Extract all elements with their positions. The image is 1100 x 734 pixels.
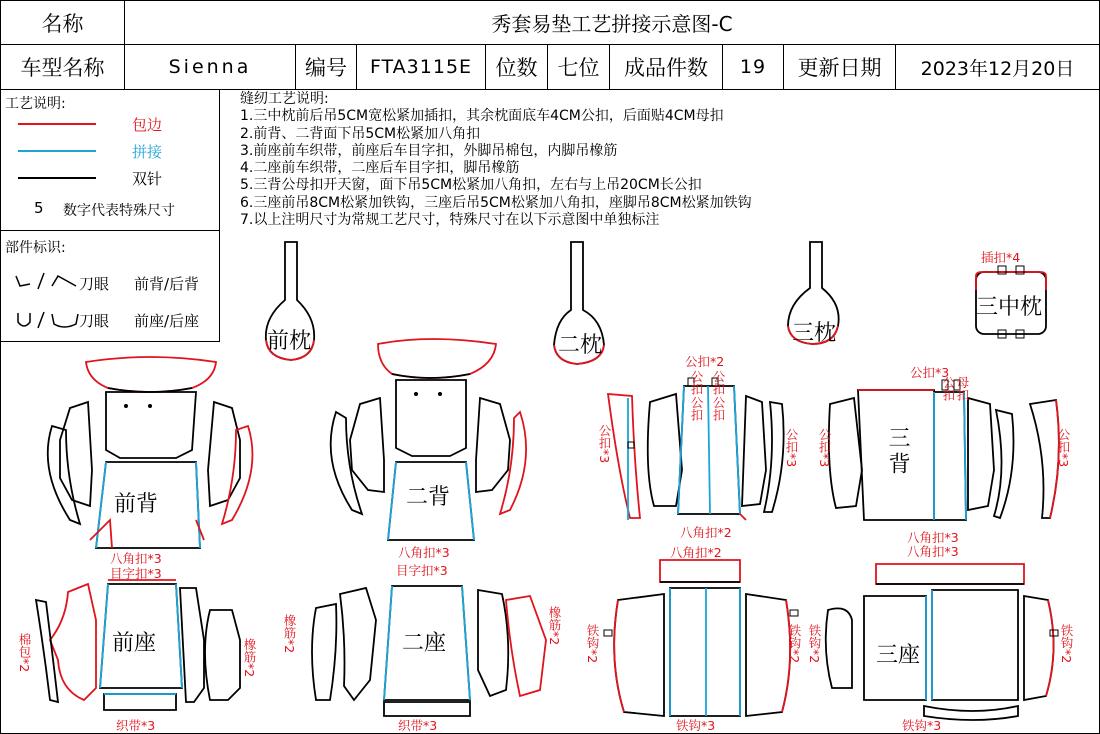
parts-id-title: 部件标识: — [5, 240, 66, 256]
legend-title: 工艺说明: — [5, 96, 66, 112]
parts-id-row1-marks: 刀眼 — [79, 275, 110, 293]
annotation-octagon-buckle: 八角扣*3 — [110, 551, 162, 566]
annotation-female-buckle: 母扣 — [955, 376, 970, 401]
annotation-male-buckle: 公扣 — [711, 396, 726, 421]
date-value: 2023年12月20日 — [920, 57, 1075, 80]
annotation-insert-buckle: 插扣*4 — [981, 250, 1021, 265]
sewing-notes-title: 缝纫工艺说明: — [240, 91, 329, 107]
annotation-male-buckle: 公扣 — [689, 370, 704, 395]
annotation-male-buckle-left: 公扣*3 — [597, 424, 612, 464]
annotation-elastic: 橡筋*2 — [282, 614, 297, 654]
annotation-eye-buckle: 目字扣*3 — [110, 566, 162, 581]
annotation-iron-hook: 铁钩*2 — [807, 624, 822, 664]
legend-join-label: 拼接 — [132, 143, 163, 161]
third-pillow-label: 三枕 — [792, 321, 837, 346]
annotation-octagon-buckle: 八角扣*2 — [670, 545, 722, 560]
pieces-value: 19 — [739, 56, 767, 78]
legend-edge-label: 包边 — [132, 116, 163, 134]
annotation-iron-hook: 铁钩*3 — [676, 718, 716, 733]
sewing-note-line: 3.前座前车织带，前座后车目字扣，外脚吊棉包，内脚吊橡筋 — [240, 142, 618, 159]
sewing-note-line: 1.三中枕前后吊5CM宽松紧加插扣，其余枕面底车4CM公扣，后面贴4CM母扣 — [240, 108, 724, 125]
annotation-male-buckle: 公扣*2 — [685, 354, 725, 369]
annotation-male-buckle: 公扣 — [711, 370, 726, 395]
seats-label: 位数 — [495, 56, 538, 80]
annotation-octagon-buckle: 八角扣*3 — [907, 530, 959, 545]
annotation-webbing: 织带*3 — [398, 718, 438, 733]
annotation-male-buckle: 公扣*3 — [910, 365, 950, 380]
front-back-label: 前背 — [114, 492, 159, 517]
model-value: Sienna — [168, 56, 252, 78]
annotation-male-buckle: 公扣 — [689, 396, 704, 421]
annotation-octagon-buckle: 八角扣*2 — [680, 525, 732, 540]
annotation-octagon-buckle: 八角扣*3 — [907, 544, 959, 559]
second-back-label: 二背 — [406, 485, 451, 510]
annotation-iron-hook: 铁钩*3 — [902, 718, 942, 733]
annotation-eye-buckle: 目字扣*3 — [396, 563, 448, 578]
code-value: FTA3115E — [369, 56, 473, 78]
legend-special-number: 5 — [34, 199, 44, 217]
third-mid-pillow-label: 三中枕 — [976, 295, 1043, 320]
legend-double-needle-label: 双针 — [132, 170, 163, 188]
seats-value: 七位 — [557, 56, 600, 80]
legend-special-text: 数字代表特殊尺寸 — [63, 203, 175, 219]
model-label: 车型名称 — [20, 56, 105, 80]
front-pillow-label: 前枕 — [267, 329, 312, 354]
sewing-note-line: 2.前背、二背面下吊5CM松紧加八角扣 — [240, 125, 481, 142]
third-seat-shape — [826, 564, 1058, 720]
code-label: 编号 — [305, 56, 347, 80]
page-title: 秀套易垫工艺拼接示意图-C — [491, 12, 733, 36]
seat-right-set-1-shape — [604, 560, 802, 716]
sewing-note-line: 6.三座前吊8CM松紧加铁钩，三座后吊5CM松紧加八角扣，座脚吊8CM松紧加铁钩 — [240, 194, 752, 211]
annotation-elastic: 橡筋*2 — [242, 638, 257, 678]
annotation-cotton-pack: 棉包*2 — [17, 633, 32, 673]
third-seat-label: 三座 — [876, 643, 921, 668]
third-back-label: 三背 — [885, 426, 910, 478]
annotation-webbing: 织带*3 — [116, 718, 156, 733]
parts-id-row2-text: 前座/后座 — [134, 312, 200, 330]
annotation-elastic: 橡筋*2 — [547, 606, 562, 646]
parts-id-row2-marks: 刀眼 — [79, 312, 110, 330]
annotation-iron-hook: 铁钩*2 — [787, 624, 802, 664]
second-seat-label: 二座 — [402, 631, 447, 656]
third-back-shape — [829, 380, 1059, 520]
pieces-label: 成品件数 — [624, 56, 708, 80]
front-back-shape — [48, 357, 253, 548]
parts-id-row1-text: 前背/后背 — [134, 275, 200, 293]
sewing-note-line: 5.三背公母扣开天窗，面下吊5CM松紧加八角扣，左右与上吊20CM长公扣 — [240, 177, 702, 194]
sewing-note-line: 4.二座前车织带，二座后车目字扣，脚吊橡筋 — [240, 160, 520, 177]
annotation-male-buckle-right: 公扣*3 — [1056, 428, 1071, 468]
annotation-male-buckle: 公扣 — [941, 376, 956, 401]
annotation-iron-hook: 铁钩*2 — [1059, 624, 1074, 664]
name-label: 名称 — [41, 11, 84, 36]
annotation-male-buckle-right: 公扣*3 — [784, 428, 799, 468]
front-seat-label: 前座 — [112, 631, 157, 656]
annotation-octagon-buckle: 八角扣*3 — [398, 545, 450, 560]
second-pillow-label: 二枕 — [558, 333, 603, 358]
annotation-male-buckle-left: 公扣*3 — [817, 428, 832, 468]
sewing-note-line: 7.以上注明尺寸为常规工艺尺寸，特殊尺寸在以下示意图中单独标注 — [240, 212, 660, 229]
date-label: 更新日期 — [797, 56, 882, 80]
annotation-iron-hook: 铁钩*2 — [585, 624, 600, 664]
